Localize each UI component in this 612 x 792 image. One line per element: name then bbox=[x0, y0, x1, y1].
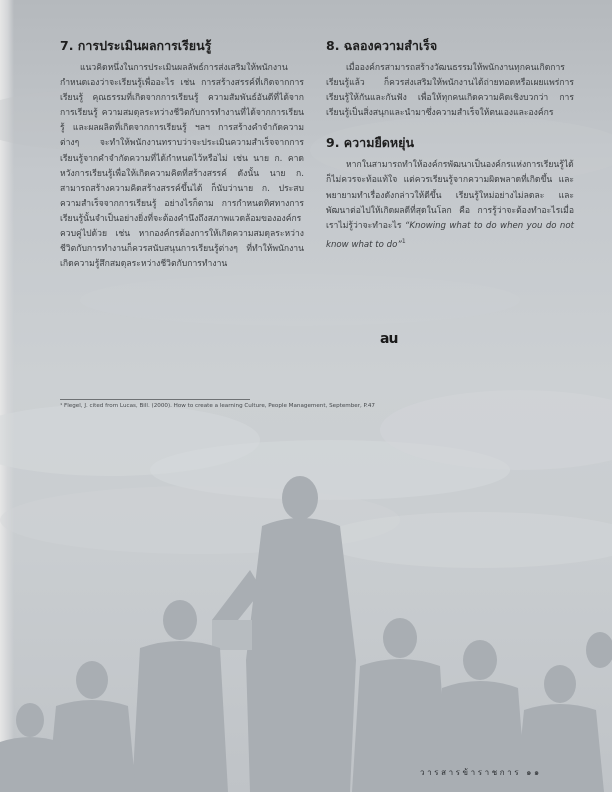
section-body-text: หากในสามารถทำให้องค์กรพัฒนาเป็นองค์กรแห่งการเรียนรู้ได้ ก็ไม่ควรจะท้อแท้ใจ แต่ควรเรียนรู้จากความผิดพลาดที่เกิดขึ้น และพยายามทำเรื่องดังกล่าวให้ดีขึ้น เรียนรู้ใหม่อย่างไม่ลดละ และพัฒนาต่อไปให้เกิดผลดีที่สุดในโลก คือ การรู้ว่าจะต้องทำอะไรเมื่อเราไม่รู้ว่าจะทำอะไร bbox=[326, 160, 574, 231]
section-7 bbox=[60, 38, 304, 272]
footnote: ¹ Flegel, J. cited from Lucas, Bill. (2000). How to create a learning Culture, People Management, September, P.47 bbox=[60, 403, 375, 409]
article-end-mark: au bbox=[380, 331, 398, 347]
section-heading: 9. ความยืดหยุ่น bbox=[326, 135, 414, 151]
section-9 bbox=[326, 135, 574, 252]
section-body: เมื่อองค์กรสามารถสร้างวัฒนธรรมให้พนักงานทุกคนเกิดการเรียนรู้แล้ว ก็ควรส่งเสริมให้พนักงานได้ถ่ายทอดหรือเผยแพร่การเรียนรู้ให้กันและกันฟัง เพื่อให้ทุกคนเกิดความคิดเชิงบวกว่า การเรียนรู้เป็นสิ่งสนุกและนำมาซึ่งความสำเร็จให้ตนเองและองค์กร bbox=[326, 63, 574, 119]
section-heading: 8. ฉลองความสำเร็จ bbox=[326, 38, 438, 53]
left-column bbox=[60, 38, 304, 286]
people-silhouette-icon bbox=[0, 470, 612, 792]
section-body bbox=[326, 158, 574, 252]
footnote-divider bbox=[60, 399, 250, 400]
section-heading: 7. การประเมินผลการเรียนรู้ bbox=[60, 38, 212, 53]
footnote-reference: 1 bbox=[401, 237, 406, 245]
running-footer: วารสารข้าราชการ ๑๑ bbox=[420, 768, 542, 777]
section-body: แนวคิดหนึ่งในการประเมินผลลัพธ์การส่งเสริมให้พนักงานกำหนดเองว่าจะเรียนรู้เพื่ออะไร เช่น การสร้างสรรค์ที่เกิดจากการเรียนรู้ คุณธรรมที่เกิดจากการเรียนรู้ ความสัมพันธ์อันดีที่ได้จากการเรียนรู้ ความสมดุลระหว่างชีวิตกับการทำงานที่ได้จากการเรียนรู้ และผลผลิตที่เกิดจากการเรียนรู้ ฯลฯ การสร้างคำจำกัดความต่างๆ จะทำให้พนักงานทราบว่าจะประเมินความสำเร็จจากการเรียนรู้จากคำจำกัดความที่ได้กำหนดไว้หรือไม่ เช่น นาย ก. คาดหวังการเรียนรู้เพื่อให้เกิดความคิดที่สร้างสรรค์ ดังนั้น นาย ก. สามารถสร้างความคิดสร้างสรรค์ขึ้นได้ ก็นับว่านาย ก. ประสบความสำเร็จจากการเรียนรู้ อย่างไรก็ตาม การกำหนดทิศทางการเรียนรู้นั้นจำเป็นอย่างยิ่งที่จะต้องคำนึงถึงสภาพแวดล้อมขององค์กรควบคู่ไปด้วย เช่น หากองค์กรต้องการให้เกิดความสมดุลระหว่างชีวิตกับการทำงานก็ควรสนับสนุนการเรียนรู้ต่างๆ ที่ทำให้พนักงานเกิดความรู้สึกสมดุลระหว่างชีวิตกับการทำงาน bbox=[60, 63, 304, 270]
english-quote: “Knowing what to do when you do not know what to do” bbox=[326, 220, 574, 250]
right-column bbox=[326, 38, 574, 267]
section-8 bbox=[326, 38, 574, 121]
